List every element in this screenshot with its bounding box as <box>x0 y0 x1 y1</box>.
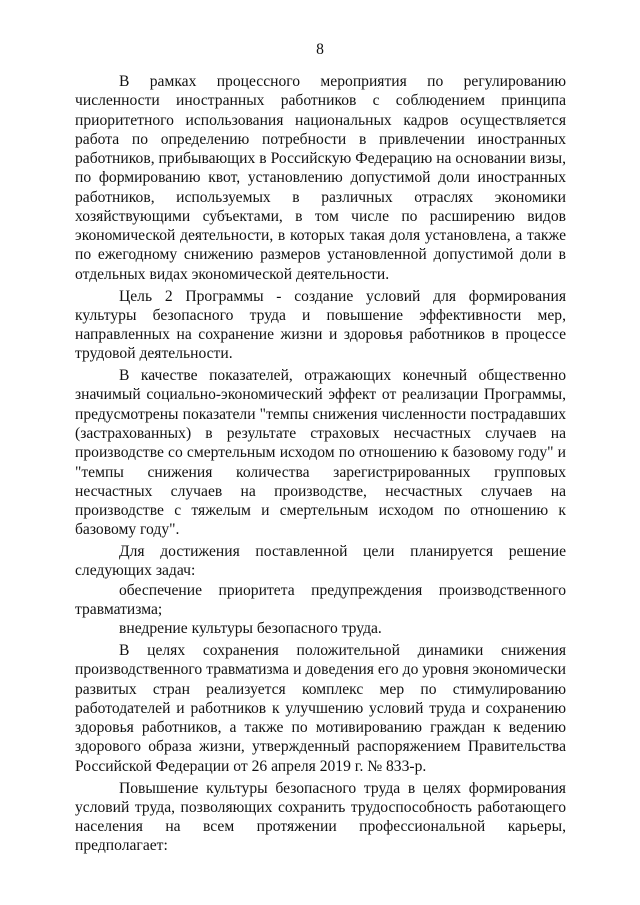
list-item-task-1: обеспечение приоритета предупреждения производственного травматизма; <box>75 581 566 618</box>
list-item-task-2: внедрение культуры безопасного труда. <box>119 620 382 638</box>
page-number: 8 <box>316 41 324 58</box>
paragraph-indicators: В качестве показателей, отражающих конечный общественно значимый социально-экономический эффект от реализации Программы, предусмотрены показатели "темпы снижения численности пострадавших (застрахованных) в результате страховых несчастных случаев на производстве со смертельным исходом по отношению к базовому году" и "темпы снижения количества зарегистрированных групповых несчастных случаев на производстве, несчастных случаев на производстве с тяжелым и смертельным исходом по отношению к базовому году". <box>75 367 566 539</box>
body-text <box>75 72 566 856</box>
paragraph-safety-culture: Повышение культуры безопасного труда в целях формирования условий труда, позволяющих сохранить трудоспособность работающего населения на всем протяжении профессиональной карьеры, предполагает: <box>75 779 566 855</box>
paragraph-injury-measures: В целях сохранения положительной динамики снижения производственного травматизма и доведения его до уровня экономически развитых стран реализуется комплекс мер по стимулированию работодателей и работников к улучшению условий труда и сохранению здоровья работников, а также по мотивированию граждан к ведению здорового образа жизни, утвержденный распоряжением Правительства Российской Федерации от 26 апреля 2019 г. № 833-р. <box>75 642 566 775</box>
paragraph-foreign-workers: В рамках процессного мероприятия по регулированию численности иностранных работников с соблюдением принципа приоритетного использования национальных кадров осуществляется работа по определению потребности в привлечении иностранных работников, прибывающих в Российскую Федерацию на основании визы, по формированию квот, установлению допустимой доли иностранных работников, используемых в различных отраслях экономики хозяйствующими субъектами, в том числе по расширению видов экономической деятельности, в которых такая доля установлена, а также по ежегодному снижению размеров установленной допустимой доли в отдельных видах экономической деятельности. <box>75 73 566 283</box>
paragraph-tasks-intro: Для достижения поставленной цели планируется решение следующих задач: <box>75 543 566 580</box>
paragraph-goal-2: Цель 2 Программы - создание условий для формирования культуры безопасного труда и повышение эффективности мер, направленных на сохранение жизни и здоровья работников в процессе трудовой деятельности. <box>75 287 566 363</box>
